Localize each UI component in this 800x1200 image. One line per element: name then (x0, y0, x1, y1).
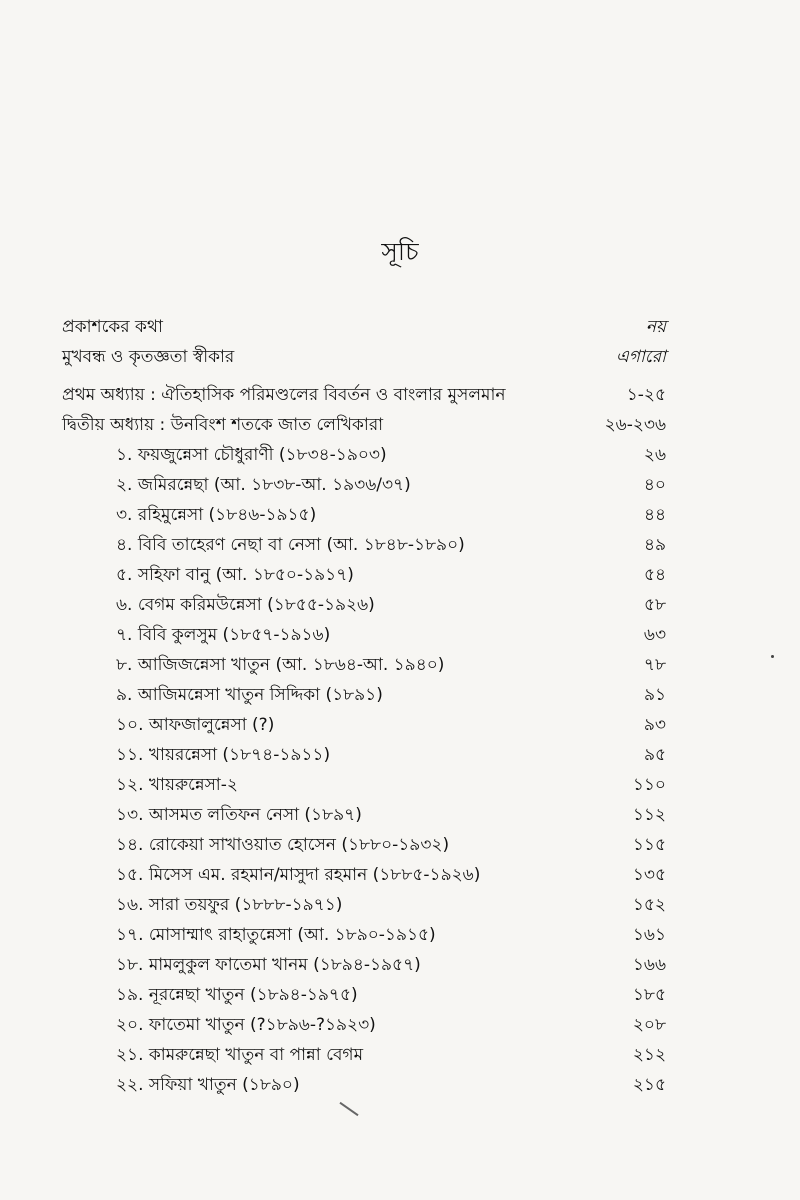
toc-entry-page: ১৫২ (632, 895, 666, 915)
toc-entry-label: ৫. সহিফা বানু (আ. ১৮৫০-১৯১৭) (116, 565, 354, 585)
toc-entry-page: ১৩৫ (632, 865, 666, 885)
toc-entry[interactable] (62, 470, 666, 500)
toc-entry-label: মুখবন্ধ ও কৃতজ্ঞতা স্বীকার (62, 347, 235, 367)
ink-dot (771, 655, 774, 658)
toc-entry[interactable] (62, 680, 666, 710)
toc-entry-page: ৭৮ (643, 655, 666, 675)
toc-entry[interactable] (62, 800, 666, 830)
toc-entry-page: ২১২ (632, 1045, 666, 1065)
toc-entry-label: ১৭. মোসাম্মাৎ রাহাতুন্নেসা (আ. ১৮৯০-১৯১৫) (116, 925, 436, 945)
toc-entry-label: ২১. কামরুন্নেছা খাতুন বা পান্না বেগম (116, 1045, 364, 1065)
toc-entry-list (62, 440, 666, 1100)
toc-entry-page: ২১৫ (632, 1075, 666, 1095)
toc-entry[interactable] (62, 590, 666, 620)
toc-entry-label: ১৬. সারা তয়ফুর (১৮৮৮-১৯৭১) (116, 895, 343, 915)
toc-entry-page: ১১২ (632, 805, 666, 825)
toc-entry-label: ২. জমিরন্নেছা (আ. ১৮৩৮-আ. ১৯৩৬/৩৭) (116, 475, 411, 495)
toc-entry-label: ১১. খায়রন্নেসা (১৮৭৪-১৯১১) (116, 745, 331, 765)
table-of-contents (62, 312, 666, 1100)
toc-entry-page: ৯১ (643, 685, 666, 705)
toc-entry-page: ২৬ (643, 445, 666, 465)
toc-entry[interactable] (62, 530, 666, 560)
toc-entry-label: ৮. আজিজন্নেসা খাতুন (আ. ১৮৬৪-আ. ১৯৪০) (116, 655, 445, 675)
toc-chapter-1[interactable] (62, 380, 666, 410)
toc-entry-page: ১৬১ (632, 925, 666, 945)
toc-entry-label: ১৩. আসমত লতিফন নেসা (১৮৯৭) (116, 805, 362, 825)
toc-entry-preface[interactable] (62, 342, 666, 372)
toc-entry-page: ৪০ (643, 475, 666, 495)
toc-entry-page: ৪৯ (643, 535, 666, 555)
toc-entry[interactable] (62, 830, 666, 860)
toc-entry[interactable] (62, 890, 666, 920)
toc-entry[interactable] (62, 440, 666, 470)
toc-entry-page: ১১০ (632, 775, 666, 795)
toc-entry-page: ৯৫ (643, 745, 666, 765)
toc-chapter-page: ১-২৫ (626, 385, 666, 405)
toc-entry[interactable] (62, 920, 666, 950)
toc-entry-label: ২২. সফিয়া খাতুন (১৮৯০) (116, 1075, 300, 1095)
toc-entry-label: ১০. আফজালুন্নেসা (?) (116, 715, 275, 735)
toc-entry-label: ৪. বিবি তাহেরণ নেছা বা নেসা (আ. ১৮৪৮-১৮৯০) (116, 535, 465, 555)
toc-entry-page: ৫৮ (643, 595, 666, 615)
toc-entry[interactable] (62, 740, 666, 770)
toc-entry-page: ৪৪ (643, 505, 666, 525)
toc-entry-label: প্রকাশকের কথা (62, 317, 163, 337)
toc-entry-page: ১৮৫ (632, 985, 666, 1005)
toc-entry-label: ২০. ফাতেমা খাতুন (?১৮৯৬-?১৯২৩) (116, 1015, 376, 1035)
toc-entry-page: ৯৩ (643, 715, 666, 735)
page-title: সূচি (381, 237, 419, 266)
toc-entry[interactable] (62, 710, 666, 740)
toc-entry[interactable] (62, 860, 666, 890)
toc-entry[interactable] (62, 500, 666, 530)
toc-entry-label: ৩. রহিমুন্নেসা (১৮৪৬-১৯১৫) (116, 505, 317, 525)
toc-entry-publisher-note[interactable] (62, 312, 666, 342)
toc-chapter-label: প্রথম অধ্যায় : ঐতিহাসিক পরিমণ্ডলের বিবর্তন ও বাংলার মুসলমান (62, 385, 506, 405)
toc-entry[interactable] (62, 620, 666, 650)
toc-entry[interactable] (62, 1010, 666, 1040)
toc-entry-label: ১২. খায়রুন্নেসা-২ (116, 775, 238, 795)
toc-entry[interactable] (62, 1040, 666, 1070)
toc-entry-page: ৫৪ (643, 565, 666, 585)
toc-entry[interactable] (62, 650, 666, 680)
toc-entry-page: ১৬৬ (632, 955, 666, 975)
toc-entry-label: ৭. বিবি কুলসুম (১৮৫৭-১৯১৬) (116, 625, 331, 645)
toc-entry-label: ৯. আজিমন্নেসা খাতুন সিদ্দিকা (১৮৯১) (116, 685, 383, 705)
pen-mark (339, 1102, 358, 1116)
toc-entry[interactable] (62, 980, 666, 1010)
toc-entry-page: নয় (645, 317, 666, 337)
toc-entry-label: ১৮. মামলুকুল ফাতেমা খানম (১৮৯৪-১৯৫৭) (116, 955, 421, 975)
toc-chapter-page: ২৬-২৩৬ (604, 415, 666, 435)
toc-entry-page: ২০৮ (632, 1015, 666, 1035)
toc-entry-page: ১১৫ (632, 835, 666, 855)
toc-entry[interactable] (62, 950, 666, 980)
toc-entry-label: ১৪. রোকেয়া সাখাওয়াত হোসেন (১৮৮০-১৯৩২) (116, 835, 450, 855)
toc-entry-page: এগারো (615, 347, 666, 367)
toc-entry[interactable] (62, 1070, 666, 1100)
toc-chapter-label: দ্বিতীয় অধ্যায় : উনবিংশ শতকে জাত লেখিকারা (62, 415, 384, 435)
toc-entry-label: ১৯. নূরন্নেছা খাতুন (১৮৯৪-১৯৭৫) (116, 985, 358, 1005)
toc-entry-label: ৬. বেগম করিমউন্নেসা (১৮৫৫-১৯২৬) (116, 595, 375, 615)
toc-entry-label: ১. ফয়জুন্নেসা চৌধুরাণী (১৮৩৪-১৯০৩) (116, 445, 387, 465)
toc-chapter-2[interactable] (62, 410, 666, 440)
toc-entry-page: ৬৩ (643, 625, 666, 645)
toc-entry[interactable] (62, 770, 666, 800)
toc-entry[interactable] (62, 560, 666, 590)
toc-entry-label: ১৫. মিসেস এম. রহমান/মাসুদা রহমান (১৮৮৫-১৯২৬) (116, 865, 481, 885)
